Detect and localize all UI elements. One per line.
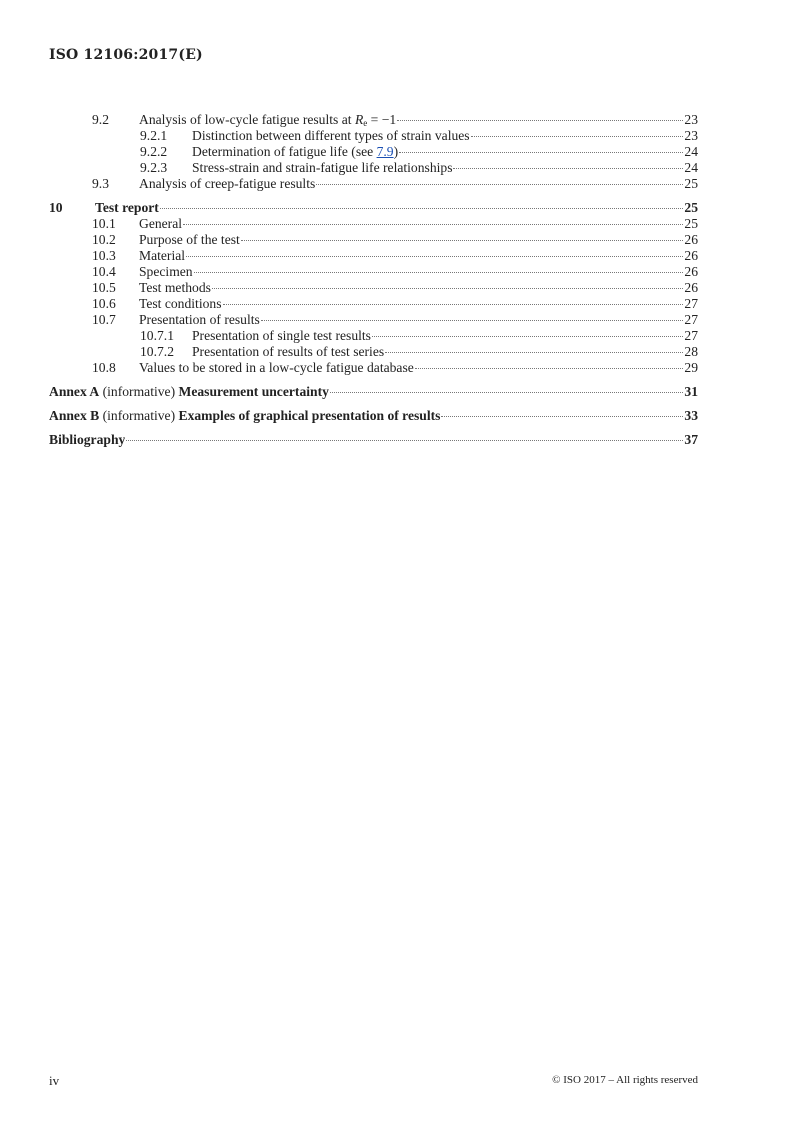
copyright-notice: © ISO 2017 – All rights reserved bbox=[552, 1074, 698, 1086]
toc-title-text-end: = −1 bbox=[367, 112, 397, 127]
dot-leader bbox=[316, 184, 683, 185]
toc-entry-9-2[interactable] bbox=[49, 112, 698, 128]
toc-page: 23 bbox=[684, 128, 698, 143]
dot-leader bbox=[160, 208, 684, 209]
toc-entry-9-3[interactable] bbox=[49, 176, 698, 192]
dot-leader bbox=[183, 224, 683, 225]
toc-entry-10-5[interactable] bbox=[49, 280, 698, 296]
toc-entry-10[interactable] bbox=[49, 200, 698, 216]
toc-title-text: Analysis of low-cycle fatigue results at bbox=[139, 112, 355, 127]
toc-number: 9.2.2 bbox=[140, 144, 168, 159]
toc-title bbox=[192, 144, 398, 160]
toc-number: 10.1 bbox=[92, 216, 116, 231]
toc-entry-10-8[interactable] bbox=[49, 360, 698, 376]
dot-leader bbox=[212, 288, 683, 289]
toc-title: Specimen bbox=[139, 264, 193, 279]
toc-number: 9.2.3 bbox=[140, 160, 168, 175]
toc-entry-10-4[interactable] bbox=[49, 264, 698, 280]
dot-leader bbox=[330, 392, 684, 393]
toc-entry-10-7-1[interactable] bbox=[49, 328, 698, 344]
dot-leader bbox=[385, 352, 683, 353]
toc-page: 27 bbox=[684, 296, 698, 311]
annex-title: Measurement uncertainty bbox=[178, 384, 329, 399]
toc-number: 10.4 bbox=[92, 264, 116, 279]
toc-page: 28 bbox=[684, 344, 698, 359]
toc-entry-annex-b[interactable] bbox=[49, 408, 698, 424]
toc-entry-annex-a[interactable] bbox=[49, 384, 698, 400]
toc-page: 24 bbox=[684, 160, 698, 175]
toc-number: 9.2 bbox=[92, 112, 109, 127]
dot-leader bbox=[471, 136, 684, 137]
toc-entry-10-6[interactable] bbox=[49, 296, 698, 312]
toc-page: 25 bbox=[684, 200, 698, 215]
toc-page: 24 bbox=[684, 144, 698, 159]
toc-entry-9-2-2[interactable] bbox=[49, 144, 698, 160]
toc-number: 10.6 bbox=[92, 296, 116, 311]
toc-number: 9.3 bbox=[92, 176, 109, 191]
toc-title bbox=[49, 408, 440, 424]
toc-title-text-end: ) bbox=[393, 144, 399, 159]
toc-number: 10.2 bbox=[92, 232, 116, 247]
dot-leader bbox=[241, 240, 684, 241]
toc-entry-10-2[interactable] bbox=[49, 232, 698, 248]
toc-page: 26 bbox=[684, 280, 698, 295]
toc-number: 10.5 bbox=[92, 280, 116, 295]
toc-entry-10-7[interactable] bbox=[49, 312, 698, 328]
toc-title: Test report bbox=[95, 200, 159, 215]
dot-leader bbox=[372, 336, 683, 337]
dot-leader bbox=[223, 304, 684, 305]
toc-entry-bibliography[interactable] bbox=[49, 432, 698, 448]
toc-number: 10.3 bbox=[92, 248, 116, 263]
toc-entry-10-3[interactable] bbox=[49, 248, 698, 264]
toc-page: 33 bbox=[684, 408, 698, 423]
toc-page: 26 bbox=[684, 232, 698, 247]
dot-leader bbox=[397, 120, 683, 121]
page-number: iv bbox=[49, 1073, 60, 1088]
toc-title: Presentation of results bbox=[139, 312, 260, 327]
toc-title-text: Determination of fatigue life (see bbox=[192, 144, 377, 159]
toc-title-variable: R bbox=[354, 112, 364, 127]
dot-leader bbox=[194, 272, 684, 273]
annex-note: (informative) bbox=[99, 408, 179, 423]
toc-title bbox=[139, 112, 396, 128]
toc-title-subscript: e bbox=[363, 118, 368, 128]
dot-leader bbox=[126, 440, 683, 441]
toc-page: 23 bbox=[684, 112, 698, 127]
toc-title: Material bbox=[139, 248, 186, 263]
toc-page: 37 bbox=[684, 432, 698, 447]
toc-page: 29 bbox=[684, 360, 698, 375]
toc-entry-9-2-1[interactable] bbox=[49, 128, 698, 144]
toc-title: Presentation of results of test series bbox=[192, 344, 385, 359]
toc-page: 27 bbox=[684, 312, 698, 327]
toc-entry-10-1[interactable] bbox=[49, 216, 698, 232]
toc-number: 10.7.1 bbox=[140, 328, 174, 343]
annex-title: Examples of graphical presentation of results bbox=[178, 408, 441, 423]
toc-title: Values to be stored in a low-cycle fatigue database bbox=[139, 360, 414, 375]
section-link-7-9[interactable]: 7.9 bbox=[376, 144, 394, 159]
toc-number: 10.7 bbox=[92, 312, 116, 327]
dot-leader bbox=[261, 320, 684, 321]
toc-page: 26 bbox=[684, 264, 698, 279]
document-id-header: ISO 12106:2017(E) bbox=[49, 47, 203, 63]
toc-page: 25 bbox=[684, 176, 698, 191]
annex-label: Annex A bbox=[49, 384, 100, 399]
dot-leader bbox=[399, 152, 683, 153]
dot-leader bbox=[441, 416, 683, 417]
toc-number: 9.2.1 bbox=[140, 128, 168, 143]
toc-title: Purpose of the test bbox=[139, 232, 240, 247]
dot-leader bbox=[415, 368, 684, 369]
toc-title: Test methods bbox=[139, 280, 211, 295]
toc-number: 10 bbox=[49, 200, 63, 215]
toc-title bbox=[49, 384, 329, 400]
toc-page: 31 bbox=[684, 384, 698, 399]
toc-page: 27 bbox=[684, 328, 698, 343]
toc-title: Analysis of creep-fatigue results bbox=[139, 176, 316, 191]
toc-page: 25 bbox=[684, 216, 698, 231]
annex-note: (informative) bbox=[99, 384, 179, 399]
toc-number: 10.8 bbox=[92, 360, 116, 375]
toc-title: Bibliography bbox=[49, 432, 126, 447]
toc-number: 10.7.2 bbox=[140, 344, 174, 359]
toc-title: Stress-strain and strain-fatigue life relationships bbox=[192, 160, 453, 175]
toc-page: 26 bbox=[684, 248, 698, 263]
toc-entry-9-2-3[interactable] bbox=[49, 160, 698, 176]
toc-title: Presentation of single test results bbox=[192, 328, 371, 343]
toc-title: Distinction between different types of strain values bbox=[192, 128, 470, 143]
toc-title: Test conditions bbox=[139, 296, 222, 311]
toc-entry-10-7-2[interactable] bbox=[49, 344, 698, 360]
dot-leader bbox=[186, 256, 683, 257]
annex-label: Annex B bbox=[49, 408, 100, 423]
table-of-contents bbox=[49, 112, 698, 448]
dot-leader bbox=[453, 168, 683, 169]
toc-title: General bbox=[139, 216, 183, 231]
